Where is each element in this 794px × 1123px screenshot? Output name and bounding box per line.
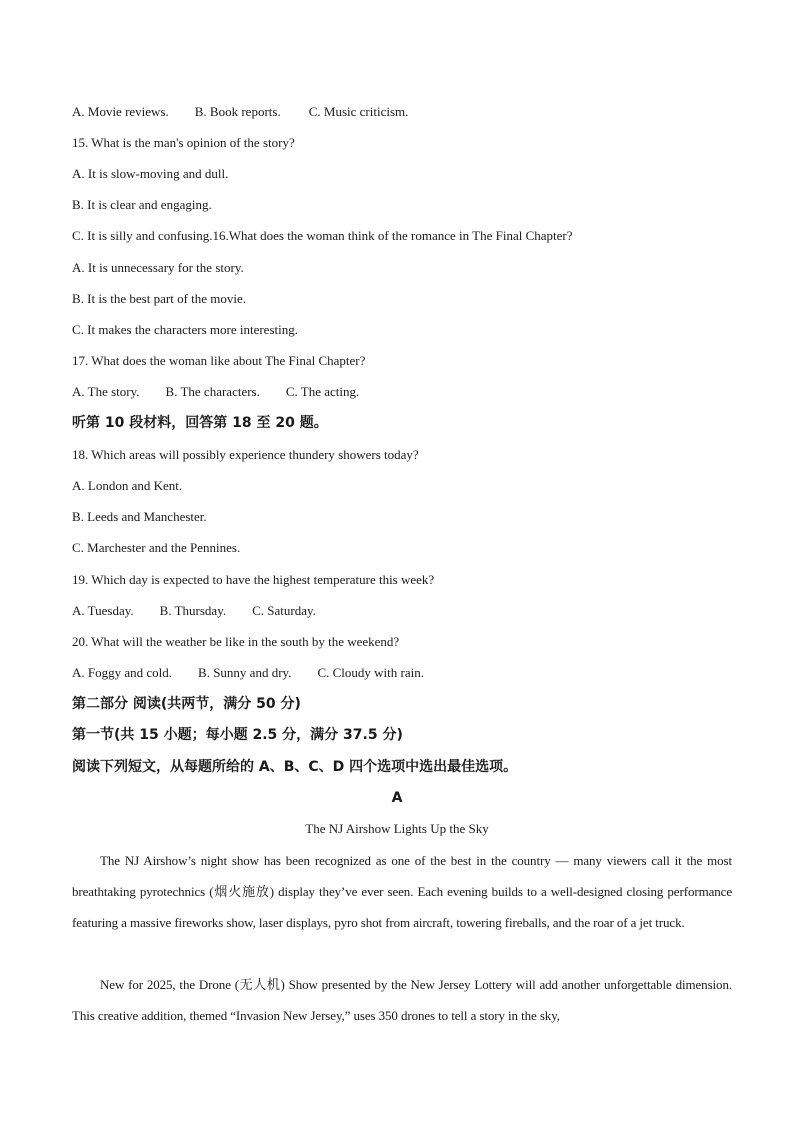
q20-option-b: B. Sunny and dry. (198, 665, 292, 680)
q14-option-c: C. Music criticism. (308, 104, 409, 119)
q18-question: 18. Which areas will possibly experience thundery showers today? (72, 447, 419, 462)
q15-option-a: A. It is slow-moving and dull. (72, 166, 229, 181)
q18-option-b: B. Leeds and Manchester. (72, 509, 207, 524)
q19-option-a: A. Tuesday. (72, 603, 134, 618)
q14-options (72, 104, 408, 120)
q15-question: 15. What is the man's opinion of the story? (72, 135, 295, 150)
part2-section1-heading: 第一节(共 15 小题；每小题 2.5 分，满分 37.5 分) (72, 727, 403, 743)
passage-letter: A (391, 790, 403, 806)
q19-question: 19. Which day is expected to have the highest temperature this week? (72, 572, 435, 587)
q15-option-b: B. It is clear and engaging. (72, 197, 212, 212)
q19-option-b: B. Thursday. (159, 603, 227, 618)
passage-title: The NJ Airshow Lights Up the Sky (305, 821, 489, 836)
q15-option-c: C. It is silly and confusing.16.What does the woman think of the romance in The Final Chapter? (72, 228, 573, 243)
part2-heading: 第二部分 阅读(共两节，满分 50 分) (72, 696, 301, 712)
q17-option-a: A. The story. (72, 384, 140, 399)
q18-option-a: A. London and Kent. (72, 478, 183, 493)
q16-option-c: C. It makes the characters more interesting. (72, 322, 298, 337)
passage-paragraph-1: The NJ Airshow’s night show has been recognized as one of the best in the country — many viewers call it the most breathtaking pyrotechnics (烟火施放) display they’ve ever seen. Each evening builds to a well-designed closing performance featuring a massive fireworks show, laser displays, pyro shot from aircraft, towering fireballs, and the roar of a jet truck. (72, 853, 732, 930)
q14-option-a: A. Movie reviews. (72, 104, 169, 119)
section-heading-10: 听第 10 段材料，回答第 18 至 20 题。 (72, 415, 328, 431)
q19-options (72, 603, 316, 619)
q16-option-b: B. It is the best part of the movie. (72, 291, 247, 306)
q17-option-b: B. The characters. (165, 384, 260, 399)
q16-option-a: A. It is unnecessary for the story. (72, 260, 244, 275)
part2-instruction: 阅读下列短文，从每题所给的 A、B、C、D 四个选项中选出最佳选项。 (72, 759, 518, 775)
q18-option-c: C. Marchester and the Pennines. (72, 540, 241, 555)
passage-paragraph-2: New for 2025, the Drone (无人机) Show presented by the New Jersey Lottery will add another unforgettable dimension. This creative addition, themed “Invasion New Jersey,” uses 350 drones to tell a story in the sky, (72, 977, 732, 1023)
q14-option-b: B. Book reports. (194, 104, 281, 119)
q20-options (72, 665, 424, 681)
q19-option-c: C. Saturday. (252, 603, 316, 618)
q17-option-c: C. The acting. (285, 384, 360, 399)
q17-options (72, 384, 359, 400)
q20-question: 20. What will the weather be like in the south by the weekend? (72, 634, 400, 649)
q20-option-a: A. Foggy and cold. (72, 665, 173, 680)
q20-option-c: C. Cloudy with rain. (317, 665, 424, 680)
q17-question: 17. What does the woman like about The Final Chapter? (72, 353, 366, 368)
